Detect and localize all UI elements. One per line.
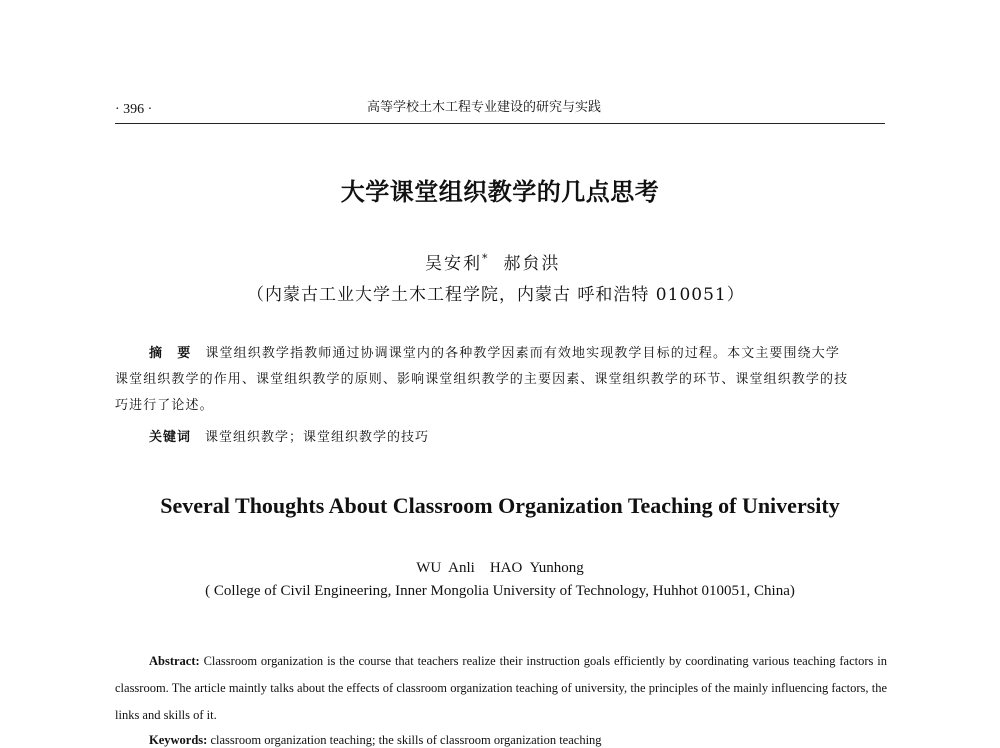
journal-title: 高等学校土木工程专业建设的研究与实践	[367, 100, 602, 115]
article-title-cn: 大学课堂组织教学的几点思考	[340, 178, 660, 206]
running-header	[115, 96, 885, 120]
authors-en: WU Anli HAO Yunhong	[416, 560, 584, 576]
abstract-en-label: Abstract:	[149, 654, 200, 668]
keywords-en	[149, 733, 602, 748]
abstract-cn	[115, 341, 887, 419]
page-number: · 396 ·	[115, 102, 153, 117]
keywords-en-text: classroom organization teaching; the skills of classroom organization teaching	[210, 733, 602, 747]
abstract-en-text: Classroom organization is the course that teachers realize their instruction goals efficiently by coordinating various teaching factors in classroom. The article maintly talks about the effects of classroom organization teaching of university, the principles of the mainly influencing factors, the links and skills of it.	[115, 654, 887, 722]
keywords-cn	[149, 426, 429, 445]
author-1-name: 吴安利	[425, 254, 482, 274]
affiliation-en: ( College of Civil Engineering, Inner Mongolia University of Technology, Huhhot 010051, China)	[205, 583, 795, 599]
keywords-cn-label: 关键词	[149, 430, 192, 445]
abstract-cn-line-2: 课堂组织教学的作用、课堂组织教学的原则、影响课堂组织教学的主要因素、课堂组织教学的环节、课堂组织教学的技	[115, 372, 849, 387]
abstract-en	[115, 648, 887, 729]
article-title-en: Several Thoughts About Classroom Organization Teaching of University	[160, 493, 840, 518]
keywords-cn-text: 课堂组织教学；课堂组织教学的技巧	[205, 430, 430, 445]
author-2-name: 郝贠洪	[503, 254, 561, 274]
abstract-cn-label: 摘 要	[149, 346, 192, 361]
affiliation-cn: （内蒙古工业大学土木工程学院，内蒙古 呼和浩特 010051）	[247, 285, 745, 305]
corresponding-author-mark: *	[482, 252, 490, 266]
header-rule	[115, 123, 885, 124]
abstract-cn-line-3: 巧进行了论述。	[115, 398, 214, 413]
keywords-en-label: Keywords:	[149, 733, 208, 747]
abstract-cn-text-1: 课堂组织教学指教师通过协调课堂内的各种教学因素而有效地实现教学目标的过程。本文主要围绕大学	[205, 346, 840, 361]
authors-cn	[425, 249, 561, 274]
abstract-cn-line-1	[115, 341, 887, 367]
